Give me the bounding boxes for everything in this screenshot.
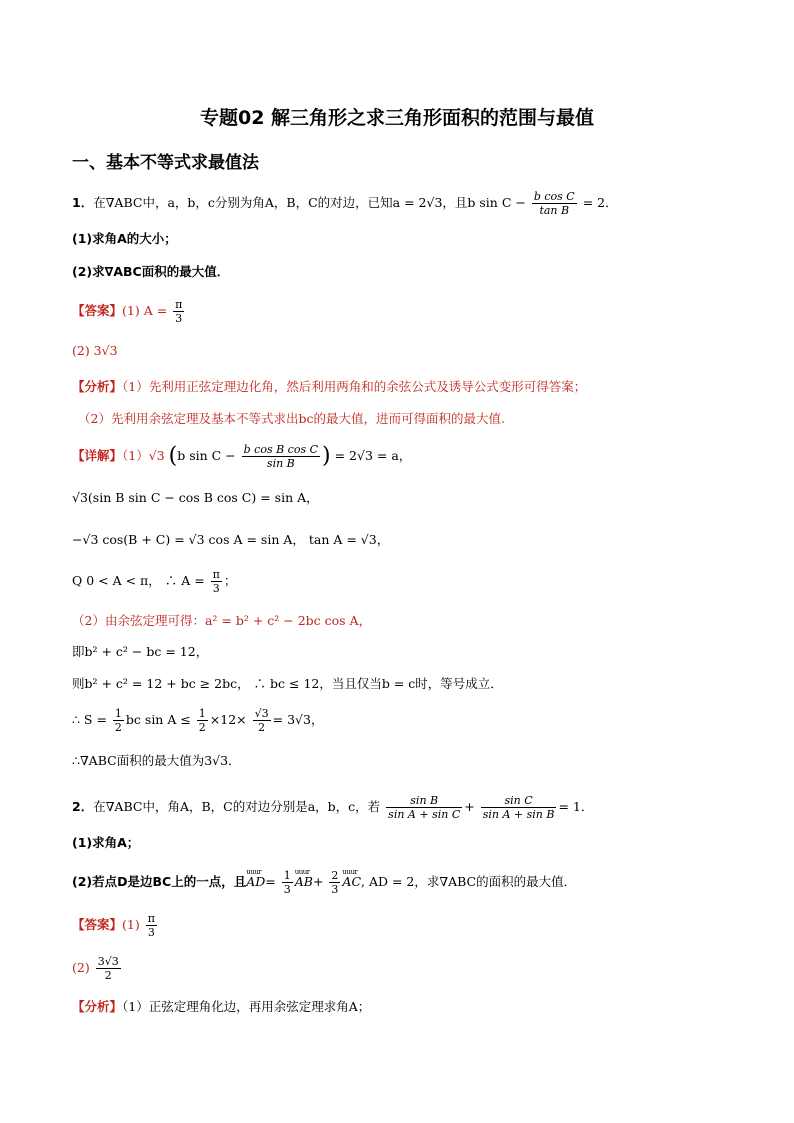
fraction: $\frac{1}{2}$ bbox=[198, 707, 206, 734]
problem-2-analysis-1: 【分析】（1）正弦定理角化边，再用余弦定理求角A； bbox=[72, 999, 371, 1014]
fraction: $\frac{√3}{2}$ bbox=[254, 707, 269, 734]
problem-2-answer-2: (2) $\frac{3√3}{2}$ bbox=[72, 955, 119, 982]
problem-2-question-1: (1)求角A； bbox=[72, 835, 140, 850]
problem-1-question-1: (1)求角A的大小； bbox=[72, 231, 177, 246]
problem-1-stem: 1．在∇ABC中，a，b，c分别为角A，B，C的对边，已知a = 2√3，且b sin C − $\frac{\text{b cos C}}{\text{tan B}}$ = 2． bbox=[72, 190, 618, 217]
problem-1-detail-7: 则b² + c² = 12 + bc ≥ 2bc， ∴ bc ≤ 12，当且仅当b = c时，等号成立． bbox=[72, 676, 503, 691]
fraction: $\frac{\text{b cos C}}{\text{tan B}}$ bbox=[533, 190, 575, 217]
fraction: $\frac{3√3}{2}$ bbox=[97, 955, 119, 982]
page-title: 专题02 解三角形之求三角形面积的范围与最值 bbox=[199, 107, 595, 129]
fraction: $\frac{2}{3}$ bbox=[331, 869, 339, 896]
problem-2-question-2: (2)若点D是边BC上的一点，且uuur AD= $\frac{1}{3}$ uuur AB+ $\frac{2}{3}$ uuur AC, AD = 2，求∇ABC的面积的最大值． bbox=[72, 869, 576, 896]
problem-1-detail-6: 即b² + c² − bc = 12， bbox=[72, 644, 209, 659]
problem-2-answer-1: 【答案】(1) $\frac{\pi}{3}$ bbox=[72, 912, 155, 939]
problem-1-detail-9: ∴∇ABC面积的最大值为3√3． bbox=[72, 753, 241, 768]
problem-1-detail-2: √3(sin B sin C − cos B cos C) = sin A， bbox=[72, 490, 319, 505]
fraction: $\frac{\pi}{3}$ bbox=[212, 568, 220, 595]
fraction: $\frac{1}{2}$ bbox=[114, 707, 122, 734]
problem-1-detail-5: （2）由余弦定理可得：a² = b² + c² − 2bc cos A， bbox=[72, 613, 372, 628]
problem-1-detail-4: Q 0 < A < π， ∴ A = $\frac{\pi}{3}$ ； bbox=[72, 568, 237, 595]
problem-1-detail-3: −√3 cos(B + C) = √3 cos A = sin A， tan A = √3， bbox=[72, 532, 390, 547]
fraction: $\frac{\text{sin C}}{\text{sin A + sin B}}$ bbox=[482, 794, 555, 821]
problem-1-answer-1: 【答案】(1) A = $\frac{\pi}{3}$ bbox=[72, 298, 183, 325]
fraction: $\frac{1}{3}$ bbox=[283, 869, 291, 896]
problem-1-detail-8: ∴ S = $\frac{1}{2}$ bc sin A ≤ $\frac{1}{2}$ ×12× $\frac{√3}{2}$ = 3√3， bbox=[72, 707, 324, 734]
section-heading: 一、基本不等式求最值法 bbox=[72, 153, 259, 173]
problem-1-question-2: (2)求∇ABC面积的最大值． bbox=[72, 264, 230, 279]
fraction: $\frac{\pi}{3}$ bbox=[147, 912, 155, 939]
problem-1-answer-2: (2) 3√3 bbox=[72, 343, 118, 358]
problem-1-analysis-2: （2）先利用余弦定理及基本不等式求出bc的最大值，进而可得面积的最大值. bbox=[78, 411, 505, 426]
fraction: $\frac{\pi}{3}$ bbox=[175, 298, 183, 325]
fraction: $\frac{\text{sin B}}{\text{sin A + sin C}}$ bbox=[388, 794, 461, 821]
fraction: $\frac{\text{b cos B cos C}}{\text{sin B}}$ bbox=[243, 443, 319, 470]
problem-2-stem: 2．在∇ABC中，角A，B，C的对边分别是a，b，c，若 $\frac{\text{sin B}}{\text{sin A + sin C}}$ + $\frac{\text{sin C}}{\text{sin A + sin B}}$ = 1． bbox=[72, 794, 594, 821]
problem-1-analysis-1: 【分析】（1）先利用正弦定理边化角，然后利用两角和的余弦公式及诱导公式变形可得答案； bbox=[72, 379, 587, 394]
problem-1-detail-1: 【详解】（1）√3 (b sin C − $\frac{\text{b cos B cos C}}{\text{sin B}}$ ) = 2√3 = a， bbox=[72, 443, 412, 470]
